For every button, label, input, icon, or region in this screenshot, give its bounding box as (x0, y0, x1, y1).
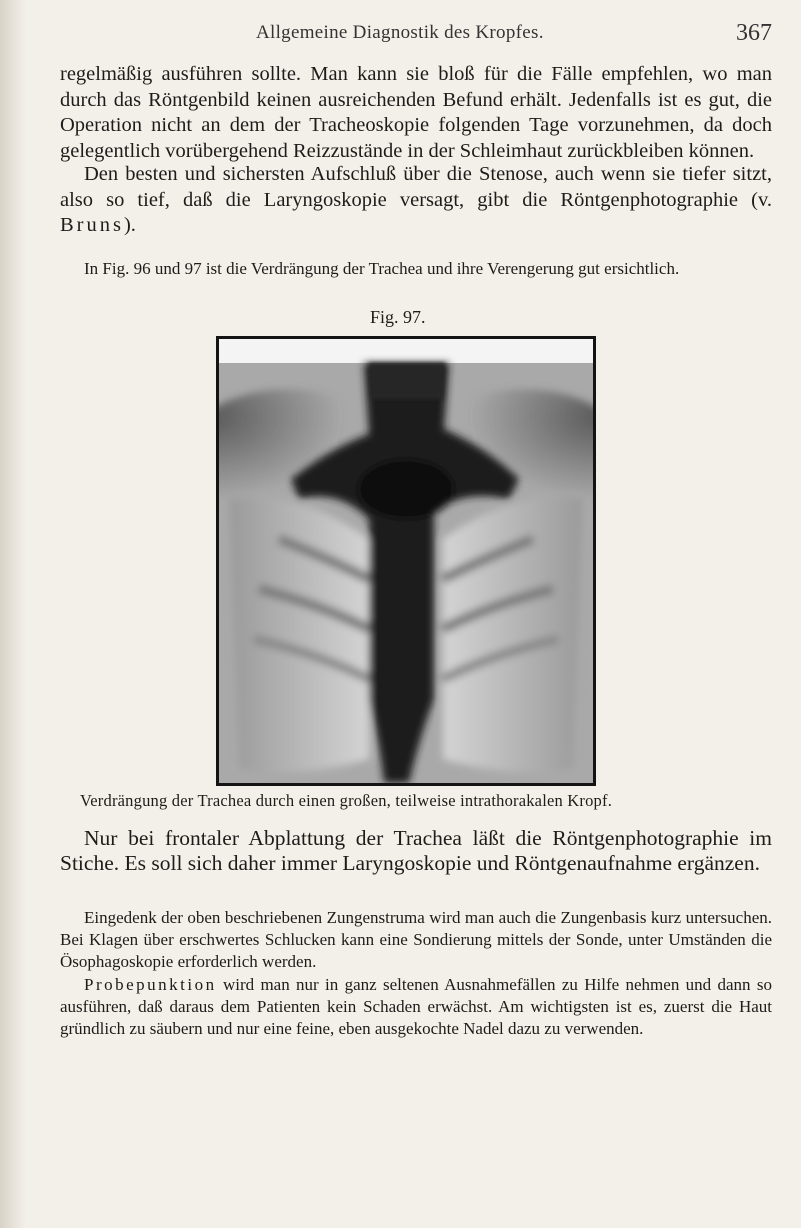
page-header (0, 20, 801, 50)
paragraph-5: Eingedenk der oben beschriebenen Zungenstruma wird man auch die Zungenbasis kurz untersuchen. Bei Klagen über erschwertes Schlucken kann eine Sondierung mittels der Sonde, unter Umständen die Ösophagoskopie erforderlich werden. (60, 908, 772, 971)
paragraph-6-text: wird man nur in ganz seltenen Ausnahmefällen zu Hilfe nehmen und dann so ausführen, daß daraus dem Patienten kein Schaden erwächst. Am wichtigsten ist es, zuerst die Haut gründlich zu säubern und nur eine feine, eben ausgekochte Nadel dazu zu verwenden. (60, 975, 772, 1038)
paragraph-1: regelmäßig ausführen sollte. Man kann sie bloß für die Fälle empfehlen, wo man durch das Röntgenbild keinen ausreichenden Befund erhält. Jedenfalls ist es gut, die Operation nicht an dem der Tracheoskopie folgenden Tage vorzunehmen, da doch gelegentlich vorübergehend Reizzustände in der Schleimhaut zurückbleiben können. (60, 63, 772, 162)
term-probepunktion: Probepunktion (84, 975, 217, 994)
paragraph-2 (60, 162, 772, 239)
paragraph-2-text-a: Den besten und sichersten Aufschluß über die Stenose, auch wenn sie tiefer sitzt, also so tief, daß die Laryngoskopie versagt, gibt die Röntgenphotographie (v. (60, 163, 772, 211)
page-number: 367 (736, 20, 772, 46)
paragraph-6 (60, 974, 772, 1040)
running-title: Allgemeine Diagnostik des Kropfes. (256, 22, 544, 43)
paragraph-3: In Fig. 96 und 97 ist die Verdrängung der Trachea und ihre Verengerung gut ersichtlich. (84, 259, 680, 278)
figure-caption: Verdrängung der Trachea durch einen großen, teilweise intrathorakalen Kropf. (80, 791, 613, 810)
author-name-bruns: Bruns (60, 214, 124, 236)
paragraph-2-text-b: ). (123, 214, 136, 236)
page-binding-edge (0, 0, 26, 1228)
xray-figure (216, 336, 596, 786)
paragraph-4: Nur bei frontaler Abplattung der Trachea läßt die Röntgenphotographie im Stiche. Es soll sich daher immer Laryngoskopie und Röntgenaufnahme ergänzen. (60, 826, 772, 875)
xray-image (219, 339, 593, 783)
figure-label: Fig. 97. (370, 307, 426, 327)
